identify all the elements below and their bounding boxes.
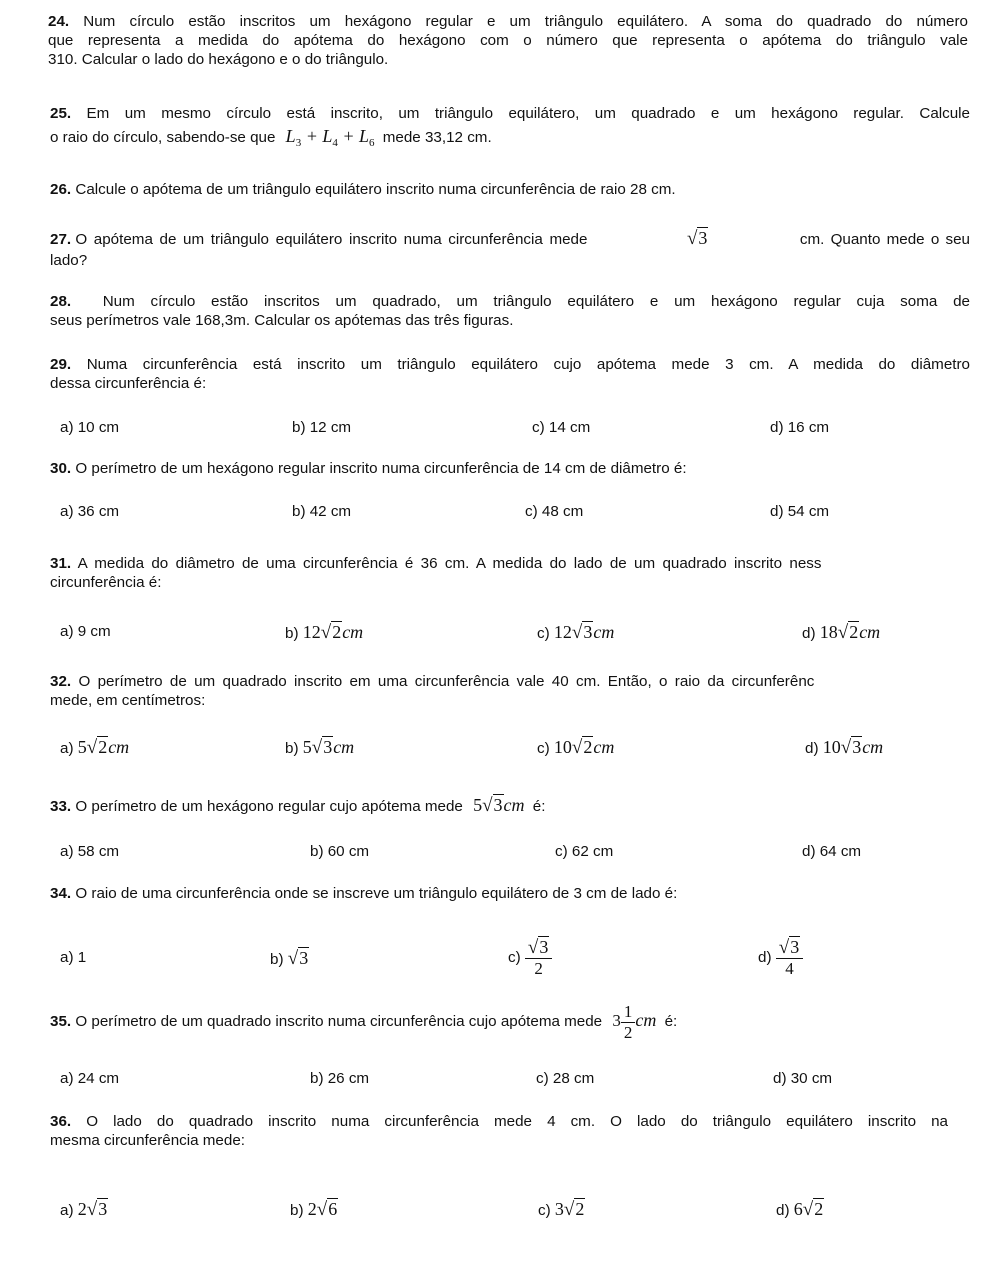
question-28 — [50, 292, 970, 330]
question-text: O perímetro de um quadrado inscrito em uma circunferência vale 40 cm. Então, o raio da circunferênc — [78, 673, 815, 690]
question-number: 28. — [50, 293, 72, 310]
question-text: O perímetro de um hexágono regular cujo apótema mede — [75, 798, 463, 815]
option-d[interactable]: d) 54 cm — [770, 503, 830, 520]
sqrt-expression: 5√3cm — [473, 795, 525, 816]
sqrt-expression: √3 — [686, 228, 708, 249]
question-text: O perímetro de um hexágono regular inscrito numa circunferência de 14 cm de diâmetro é: — [75, 460, 687, 477]
option-c[interactable]: c) 12√3cm — [537, 622, 615, 643]
question-number: 35. — [50, 1013, 72, 1030]
question-text: O apótema de um triângulo equilátero inscrito numa circunferência mede — [75, 231, 588, 248]
option-a[interactable]: a) 24 cm — [60, 1070, 120, 1087]
option-b[interactable]: b) √3 — [270, 948, 309, 969]
question-number: 26. — [50, 181, 72, 198]
question-number: 32. — [50, 673, 72, 690]
question-text: é: — [532, 798, 546, 815]
question-number: 29. — [50, 356, 72, 373]
option-c[interactable]: c) 3√2 — [538, 1199, 585, 1220]
mixed-fraction: 3 $\frac{1}{2}$ cm — [612, 1001, 657, 1042]
options-31 — [0, 617, 998, 647]
question-number: 27. — [50, 231, 72, 248]
question-26 — [50, 180, 970, 199]
question-text: mede 33,12 cm. — [382, 129, 492, 146]
question-32 — [50, 672, 978, 710]
options-35 — [0, 1064, 998, 1094]
question-35 — [50, 995, 970, 1047]
option-b[interactable]: b) 60 cm — [310, 843, 370, 860]
option-d[interactable]: d) 30 cm — [773, 1070, 833, 1087]
option-c[interactable]: c) 62 cm — [555, 843, 614, 860]
options-34 — [0, 928, 998, 988]
question-29 — [50, 355, 970, 393]
option-c[interactable]: c) 10√2cm — [537, 737, 615, 758]
question-text: O perímetro de um quadrado inscrito numa circunferência cujo apótema mede — [75, 1013, 603, 1030]
option-b[interactable]: b) 26 cm — [310, 1070, 370, 1087]
question-34 — [50, 884, 970, 903]
option-d[interactable]: d) 10√3cm — [805, 737, 884, 758]
option-d[interactable]: d) 64 cm — [802, 843, 862, 860]
options-32 — [0, 732, 998, 762]
question-text: mesma circunferência mede: — [50, 1132, 245, 1149]
question-text: O raio de uma circunferência onde se inscreve um triângulo equilátero de 3 cm de lado é: — [75, 885, 678, 902]
question-number: 24. — [48, 13, 70, 30]
question-text: Num círculo estão inscritos um hexágono regular e um triângulo equilátero. A soma do quadrado do número — [83, 13, 968, 30]
question-24 — [48, 12, 968, 69]
option-a[interactable]: a) 10 cm — [60, 419, 120, 436]
question-number: 30. — [50, 460, 72, 477]
option-a[interactable]: a) 58 cm — [60, 843, 120, 860]
question-text: lado? — [50, 252, 88, 269]
option-b[interactable]: b) 2√6 — [290, 1199, 338, 1220]
option-a[interactable]: a) 36 cm — [60, 503, 120, 520]
options-30 — [0, 497, 998, 527]
option-d[interactable]: d) 18√2cm — [802, 622, 881, 643]
question-number: 34. — [50, 885, 72, 902]
option-a[interactable]: a) 2√3 — [60, 1199, 108, 1220]
question-33 — [50, 790, 970, 822]
options-29 — [0, 413, 998, 443]
question-text: A medida do diâmetro de uma circunferência é 36 cm. A medida do lado de um quadrado inscrito ness — [77, 555, 822, 572]
question-text: Num círculo estão inscritos um quadrado, um triângulo equilátero e um hexágono regular cuja soma de — [102, 293, 970, 310]
option-b[interactable]: b) 5√3cm — [285, 737, 355, 758]
question-text: O lado do quadrado inscrito numa circunferência mede 4 cm. O lado do triângulo equilátero inscrito na — [86, 1113, 948, 1130]
question-text: 310. Calcular o lado do hexágono e o do triângulo. — [48, 51, 389, 68]
option-d[interactable]: d) $\frac{√3}{4}$ — [758, 928, 803, 988]
option-a[interactable]: a) 5√2cm — [60, 737, 130, 758]
option-d[interactable]: d) 16 cm — [770, 419, 830, 436]
question-number: 25. — [50, 105, 72, 122]
option-d[interactable]: d) 6√2 — [776, 1199, 824, 1220]
formula: $L_3 + L_4 + L_6$ — [285, 126, 375, 149]
question-30 — [50, 459, 970, 478]
question-number: 33. — [50, 798, 72, 815]
question-text: seus perímetros vale 168,3m. Calcular os apótemas das três figuras. — [50, 312, 514, 329]
question-36 — [50, 1112, 948, 1150]
option-b[interactable]: b) 12√2cm — [285, 622, 364, 643]
question-number: 36. — [50, 1113, 72, 1130]
option-c[interactable]: c) 48 cm — [525, 503, 584, 520]
question-text: cm. Quanto mede o seu — [799, 231, 970, 248]
question-text: Em um mesmo círculo está inscrito, um triângulo equilátero, um quadrado e um hexágono regular. Calcule — [86, 105, 970, 122]
question-number: 31. — [50, 555, 72, 572]
options-36 — [0, 1194, 998, 1224]
question-text: circunferência é: — [50, 574, 162, 591]
question-text: dessa circunferência é: — [50, 375, 207, 392]
question-text: Calcule o apótema de um triângulo equilátero inscrito numa circunferência de raio 28 cm. — [75, 181, 676, 198]
option-c[interactable]: c) 28 cm — [536, 1070, 595, 1087]
question-text: o raio do círculo, sabendo-se que — [50, 129, 276, 146]
question-25 — [50, 104, 970, 153]
option-a[interactable]: a) 9 cm — [60, 623, 111, 640]
question-31 — [50, 554, 990, 592]
question-27 — [50, 229, 970, 270]
question-text: Numa circunferência está inscrito um triângulo equilátero cujo apótema mede 3 cm. A medida do diâmetro — [86, 356, 970, 373]
option-c[interactable]: c) 14 cm — [532, 419, 591, 436]
option-b[interactable]: b) 42 cm — [292, 503, 352, 520]
options-33 — [0, 837, 998, 867]
question-text: é: — [664, 1013, 678, 1030]
option-a[interactable]: a) 1 — [60, 949, 87, 966]
question-text: que representa a medida do apótema do hexágono com o número que representa o apótema do triângulo vale — [48, 32, 968, 49]
option-b[interactable]: b) 12 cm — [292, 419, 352, 436]
option-c[interactable]: c) $\frac{√3}{2}$ — [508, 928, 552, 988]
question-text: mede, em centímetros: — [50, 692, 206, 709]
